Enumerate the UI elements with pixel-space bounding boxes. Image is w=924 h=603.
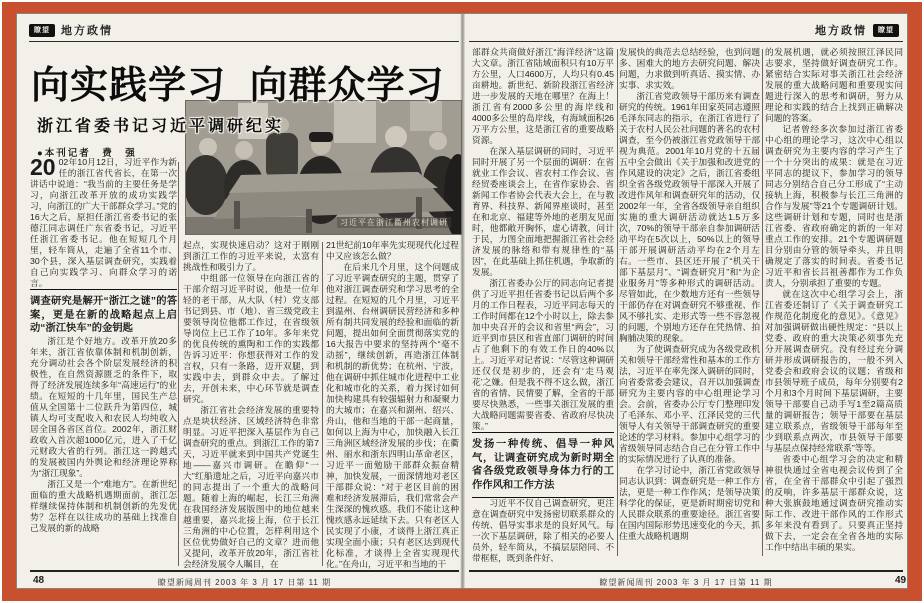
left-column-3 [326,240,459,570]
body-paragraph: 起点，实现快速启动？这对于刚刚到浙江工作的习近平来说，太富有挑战性和吸引力了。 [183,240,319,272]
left-column-1 [30,157,177,566]
body-paragraph: 21世纪前10年率先实现现代化过程中又应该怎么做？ [326,240,459,261]
liaowang-logo-icon: 瞭望 [873,24,899,37]
body-paragraph: 在深入基层调研的同时，习近平同时开展了另一个层面的调研：在省就业工作会议、省农村工作会议、省经贸委座谈会上，在省作家协会、省新闻工作者协会代表大会上，在与教育界、科技界、新闻界座谈时，甚至在和北京、福建等外地的老朋友见面时，他都敞开胸怀，虚心请教，问计于民，力图全面地把握浙江省社会经济发展的脉络和带有规律性的“基因”，在此基础上抓住机遇，争取新的发展。 [472,146,614,277]
dropcap: 20 [30,157,56,180]
header-rule [469,41,903,42]
right-page-header [815,22,899,38]
body-paragraph: 浙江省委办公厅的同志向记者提供了习近平担任省委书记以后两个多月的工作日程表，习近平同志每天的工作时间都在12个小时以上，除去参加中央召开的会议和省里“两会”，习近平到市县区和省直部门调研的时间占了他剩下的有效工作日的40%以上。习近平对记者说：“尽管这种调研还仅仅是初步的，还会有‘走马观花’之嫌。但是我不得不这么做，浙江省的省情、民情要了解，全省的干部要尽快熟悉，一些事关浙江发展的重大战略问题需要省委、省政府尽快决策。” [472,278,614,431]
body-paragraph: 在后来几个月里，这个问题成了习近平调查研究的主题，贯穿了他对浙江调查研究和学习思考的全过程。在短短的几个月里，习近平到温州、台州调研民营经济和多种所有制共同发展的经验和面临的新问题，提出如何全面贯彻落实党的16大报告中要求的坚持两个“毫不动摇”，继续创新，再造浙江体制和机制的新优势；在杭州、宁波，他在调研中抓住城市化进程中工业化和城市化的关系，着力探讨如何加快构建具有较强辐射力和凝聚力的大城市；在嘉兴和湖州、绍兴、舟山，他和当地的干部一起商量，如何以上海为中心，加快融入长江三角洲区域经济发展的步伐；在衢州、丽水和浙东四明山革命老区，习近平一面勉励干部群众振奋精神，加快发展，一面深情地对老区干部群众说：“对于老区目前的困难和经济发展滞后，我们常常会产生深深的愧疚感。我们不能让这种愧疚感永远延续下去。只有老区人民实现了小康，才谈得上浙江真正实现全面小康；只有老区达到现代化标准，才谈得上全省实现现代化。”在舟山，习近平和当地的干 [326,262,459,569]
footer-rule [30,570,459,572]
footer-rule [469,570,903,572]
body-paragraph: 浙江是个好地方。改革开放20多年来，浙江省依靠体制和机制创新，充分调动社会各个阶层发展经济的积极性，在自然资源匮乏的条件下，取得了经济发展连续多年“高速运行”的业绩。在短短的十几年里，国民生产总值从全国第十二位跃升为第四位，城镇人均可支配收入和农民人均纯收入居全国各省区首位。2002年，浙江财政收入首次超1000亿元，进入了千亿元财政大省的行列。浙江这一跨越式的发展被国内外舆论和经济理论界称为“浙江现象”。 [30,335,177,478]
body-paragraph: 20 02年10月12日，习近平作为新任的浙江省代省长，在第一次讲话中说道：“我当前的主要任务是学习，向浙江改革开放的成功实践学习，向浙江的广大干部群众学习。”党的16大之后，原担任浙江省委书记的张德江同志调任广东省委书记，习近平任浙江省委书记。他在短短几个月里，轻车简从，走遍了全省11个市、30个县，深入基层调查研究，实践着自己向实践学习、向群众学习的诺言。 [30,157,177,288]
body-paragraph: 部群众共商做好浙江“海洋经济”这篇大文章。浙江省陆域面积只有10万平方公里，人口4600万，人均只有0.45亩耕地。新世纪、新阶段浙江省经济进一步发展的天地在哪里？在海上！浙江省有2000多公里的海岸线和4000多公里的岛岸线，有海域面积26万平方公里，这是浙江省的重要战略资源。 [472,47,614,145]
body-paragraph: 记者曾经多次参加过浙江省委中心组的理论学习，这次中心组以调查研究为主要内容的学习产生了一个十分突出的成果：就是在习近平同志的提议下，参加学习的领导同志分别结合自己分工形成了“主动接轨上海，积极参与长江三角洲的合作与发展”等21个专题调研计划。这些调研计划和专题，同时也是浙江省委、省政府确定的新的一年对重点工作的安排。21个专题调研题目分别由分管的领导牵头，并且明确规定了落实的时间表。省委书记习近平和省长吕祖善都作为工作负责人，分别承担了重要的专题。 [765,124,903,288]
journal-footer: 瞭望新闻周刊 2003 年 3 月 17 日第 11 期 [157,578,332,587]
journal-footer: 瞭望新闻周刊 2003 年 3 月 17 日第 11 期 [599,578,773,587]
column-divider [762,49,763,556]
article-title: 向实践学习 向群众学习 [31,65,445,107]
body-paragraph: 为了使调查研究成为各级党政机关和领导干部经常性和基本的工作方法，习近平在率先深入调研的同时，向省委常委会建议，召开以加强调查研究为主要内容的中心组理论学习会。会前，省委办公厅专门整理印发了毛泽东、邓小平、江泽民党的三代领导人有关领导干部调查研究的重要论述的学习材料。参加中心组学习的省级领导同志结合自己在分管工作中的实际情况进行了认真的准备。 [619,344,760,464]
column-divider [617,49,618,556]
column-divider [322,242,323,566]
section-label: 地方政情 [815,25,867,37]
body-paragraph: 就在这次中心组学习会上，浙江省委还制订了《关于调查研究工作规范化制度化的意见》。《意见》对加强调研做出硬性规定：“县以上党委、政府的重大决策必须事先充分开展调查研究。没有经过充分调研并形成调研报告的，一般不列入党委会和政府会议的议题；省级和市县领导班子成员，每年分别要有2个月和3个月时间下基层调研，主要领导干部要自己动手写1至2篇高质量的调研报告；领导干部要在基层建立联系点，省级领导干部每年至少到联系点两次，市县领导干部要与基层点保持经常联系”等等。 [765,289,903,453]
liaowang-logo-icon: 瞭望 [29,24,55,37]
body-paragraph: 浙江省党政领导干部历来有调查研究的传统。1961年田家英同志遵照毛泽东同志的指示，在浙江省进行了关于农村人民公社问题的著名的农村调查，至今仍被浙江省党政领导干部视为典范。2001年10月党的十五届五中全会做出《关于加强和改进党的作风建设的决定》之后，浙江省委组织全省各级党政领导干部深入开展了改进作风年和调查研究年的活动，仅2002年一年，全省各级领导亲自组织实施的重大调研活动就达1.5万多次，70%的领导干部亲自参加调研活动平均在5次以上，50%以上的领导干部开展调研活动平均在2个月左右。一些市、县区还开展了“机关干部下基层月”、“调查研究月”和“为企业服务月”等多种形式的调研活动。尽管如此，在少数地方还有一些领导干部仍存在对调查研究不够重视、作风不够扎实、走形式等一些不容忽视的问题，个别地方还存在凭热情、拍胸脯决策的现象。 [619,91,760,343]
right-column-2 [619,47,760,566]
left-column-2 [183,240,319,570]
article-byline: ●本刊记者 费 强 [37,148,137,159]
paper-spread [16,13,908,589]
section-subhead: 调查研究是解开“浙江之谜”的答案，更是在新的战略起点上启动“浙江快车”的金钥匙 [30,289,177,336]
section-label: 地方政情 [61,25,113,37]
column-divider [178,162,179,566]
body-paragraph: 浙江又是一个“难地方”。在新世纪面临的重大战略机遇期面前，浙江怎样继续保持体制和机制创新的先发优势？怎样在以往成功的基础上找准自己发展的新的战略 [30,478,177,533]
photo-caption: 习近平在浙江衢州农村调研 [337,217,451,228]
right-column-1 [472,47,614,566]
body-paragraph: 发展快的典范去总结经验，也到问题多、困难大的地方去研究问题、解决问题，力求做到听真话、摸实情、办实事、求实效。 [619,47,760,90]
body-paragraph: 习近平不仅自己调查研究，更注意在调查研究中发扬密切联系群众的传统、倡导实事求是的良好风气。每一次下基层调研，除了相关的必要人员外，轻车简从，不搞层层陪同、不带框框，既到条件好、 [472,498,614,563]
body-paragraph: 在学习讨论中，浙江省党政领导同志认识到：调查研究是一种工作方法，更是一种工作作风；是领导决策科学化的保证，更是新时期密切党和人民群众联系的重要途径。浙江省要在国内国际形势迅速变化的今天，抓住重大战略机遇期 [619,465,760,541]
body-paragraph: 中组部一位领导在向浙江省的干部介绍习近平时说，他是一位年轻的老干部，从大队（村）党支部书记到县、市（地）、省三级党政主要领导岗位他都工作过，在省级领导岗位上已工作了10年。多年来党的优良传统的熏陶和工作的实践都告诉习近平：你想获得对工作的发言权，只有一条路，迈开双腿，到实践中去，到群众中去。了解过去，开创未来，中心环节就是调查研究。 [183,273,319,404]
body-paragraph: 省委中心组学习会的决定和精神很快通过全省电视会议传到了全省，在全省干部群众中引起了强烈的反响，许多基层干部群众说，这种大张旗鼓地通过调查研究推动实际工作、改进干部作风的工作形式多年来没有看到了。只要真正坚持做下去，一定会在全省各地的实际工作中结出丰硕的果实。 [765,454,903,552]
right-column-3 [765,47,903,566]
page-number: 48 [33,575,45,586]
header-rule [29,41,459,42]
page-number: 49 [895,575,907,586]
section-subhead: 发扬一种传统、倡导一种风气，让调查研究成为新时期全省各级党政领导身体力行的工作作风和工作方法 [472,432,614,498]
left-page-header [29,22,113,38]
body-paragraph: 浙江省社会经济发展的重要特点是块状经济、区域经济特色非常明显。习近平把深入基层作为自己调查研究的重点。到浙江工作的第7天，习近平就来到中国共产党诞生地——嘉兴市调研。在瞻仰“一大”红船遗址之后，习近平向嘉兴市的同志提出了一个重大的战略问题。随着上海的崛起，长江三角洲在我国经济发展版图中的地位越来越重要，嘉兴北接上海，位于长江三角洲的中心位置，怎样利用这个区位优势做好自己的文章？进而他又提问，改革开放20年，浙江省社会经济发展令人瞩目，在 [183,405,319,569]
body-paragraph: 的发展机遇，就必须按照江泽民同志要求，坚持做好调查研究工作。紧密结合实际对事关浙江社会经济发展的重大战略问题和重要现实问题进行深入的思考和调研，努力从理论和实践的结合上找到正确解决问题的答案。 [765,47,903,123]
article-subtitle: 浙江省委书记习近平调研纪实 [37,118,285,135]
